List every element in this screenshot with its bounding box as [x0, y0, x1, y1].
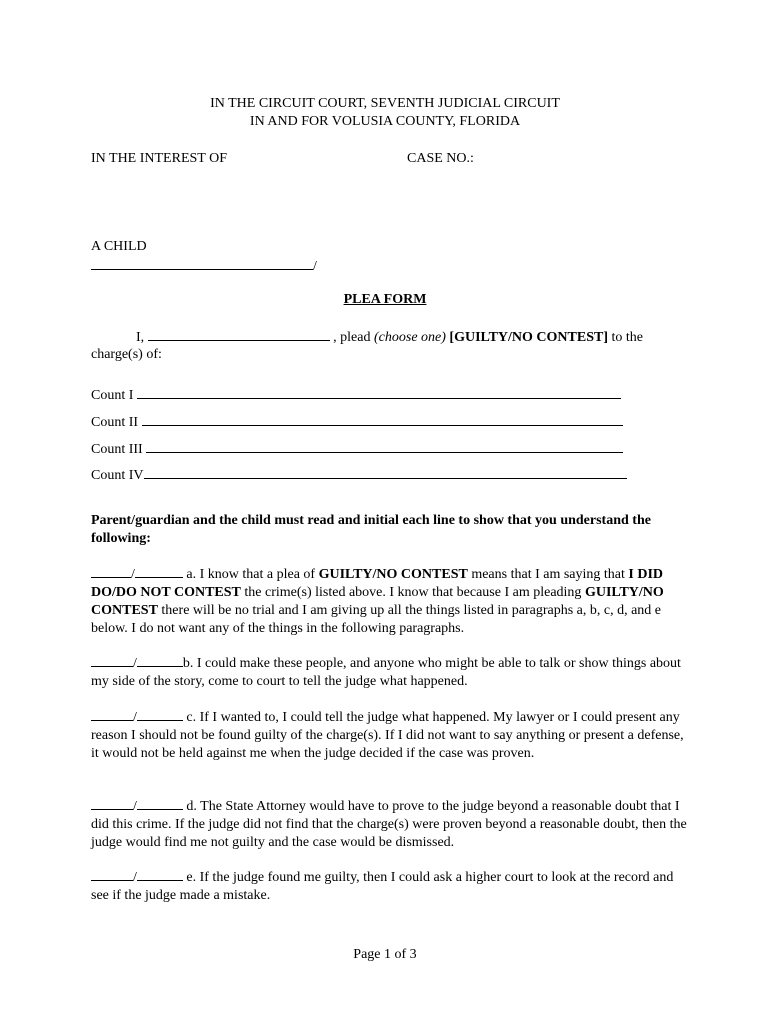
initial-blank[interactable]: [91, 797, 133, 810]
count-row: Count II: [91, 413, 623, 431]
county-name: IN AND FOR VOLUSIA COUNTY, FLORIDA: [249, 114, 521, 129]
name-blank[interactable]: [148, 328, 330, 341]
form-title: PLEA FORM: [343, 292, 427, 307]
child-label: A CHILD: [91, 239, 147, 254]
paragraph-c: / c. If I wanted to, I could tell the judge what happened. My lawyer or I could present any reason I should not be found guilty of the charge(s). If I did not want to say anything or present a defense, it would not be held against me when the judge decided if the case was proven.: [91, 710, 684, 761]
count-row: Count III: [91, 440, 623, 458]
paragraph-e: / e. If the judge found me guilty, then I could ask a higher court to look at the record and see if the judge made a mistake.: [91, 870, 674, 903]
case-number-label: CASE NO.:: [407, 151, 474, 166]
paragraph-a: / a. I know that a plea of GUILTY/NO CONTEST means that I am saying that I DID DO/DO NOT CONTEST the crime(s) listed above. I know that because I am pleading GUILTY/NO CONTEST there will be no trial and I am giving up all the things listed in paragraphs a, b, c, d, and e below. I do not want any of the things in the following paragraphs.: [91, 567, 664, 636]
initial-blank[interactable]: [137, 797, 183, 810]
instructions: Parent/guardian and the child must read and initial each line to show that you understand the following:: [91, 513, 651, 546]
count-4-blank[interactable]: [144, 466, 627, 479]
initial-blank[interactable]: [137, 654, 183, 667]
paragraph-d: / d. The State Attorney would have to prove to the judge beyond a reasonable doubt that I did this crime. If the judge did not find that the charge(s) were proven beyond a reasonable doubt, then the judge would find me not guilty and the case would be dismissed.: [91, 799, 687, 850]
count-row: Count I: [91, 386, 621, 404]
interest-label: IN THE INTEREST OF: [91, 151, 227, 166]
plea-statement-cont: charge(s) of:: [91, 347, 162, 362]
initial-blank[interactable]: [137, 868, 183, 881]
count-2-blank[interactable]: [142, 413, 623, 426]
paragraph-b: / b. I could make these people, and anyone who might be able to talk or show things about my side of the story, come to court to tell the judge what happened.: [91, 656, 681, 689]
initial-blank[interactable]: [135, 565, 183, 578]
initial-blank[interactable]: [91, 654, 133, 667]
court-name: IN THE CIRCUIT COURT, SEVENTH JUDICIAL CIRCUIT: [210, 96, 560, 111]
plea-statement: I, , plead (choose one) [GUILTY/NO CONTEST] to the: [136, 330, 643, 345]
count-row: Count IV: [91, 466, 627, 484]
caption-signature-line: /: [91, 257, 317, 275]
initial-blank[interactable]: [91, 868, 133, 881]
count-3-blank[interactable]: [146, 440, 623, 453]
page-number: Page 1 of 3: [353, 947, 417, 962]
count-1-blank[interactable]: [137, 386, 621, 399]
initial-blank[interactable]: [91, 565, 131, 578]
initial-blank[interactable]: [137, 708, 183, 721]
initial-blank[interactable]: [91, 708, 133, 721]
